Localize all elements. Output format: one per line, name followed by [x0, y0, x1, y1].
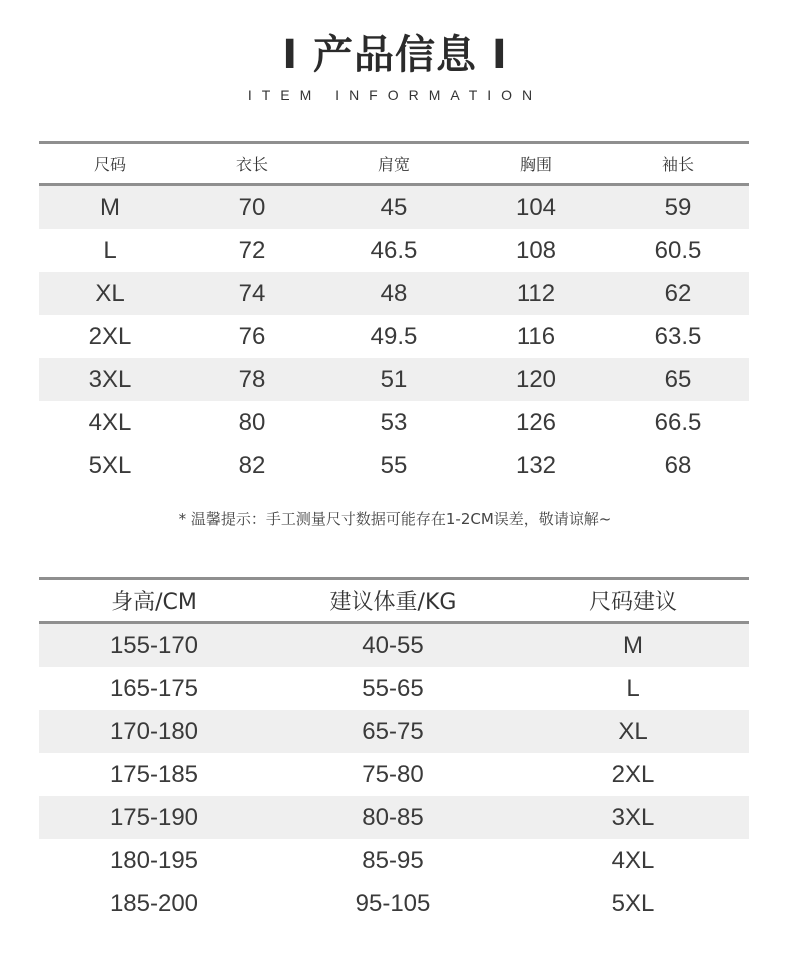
table-cell: 2XL — [611, 760, 655, 788]
page-subtitle: ITEM INFORMATION — [247, 87, 543, 103]
table-cell: 80 — [238, 408, 266, 436]
column-header-shoulder: 肩宽 — [377, 155, 410, 174]
table-cell: 95-105 — [355, 889, 431, 917]
column-header-height: 身高/CM — [111, 590, 197, 615]
table-cell: 60.5 — [654, 236, 702, 264]
table-cell: 85-95 — [362, 846, 424, 874]
table-cell: 65 — [664, 365, 692, 393]
column-header-size: 尺码 — [93, 155, 126, 174]
table-cell: 5XL — [611, 889, 655, 917]
table-cell: 40-55 — [362, 631, 424, 659]
table-cell: 45 — [380, 193, 408, 221]
table-cell: M — [100, 193, 120, 221]
table-cell: 126 — [515, 408, 557, 436]
table-cell: L — [103, 236, 117, 264]
table-cell: 104 — [515, 193, 557, 221]
table-row — [39, 667, 749, 710]
table-row — [39, 358, 749, 401]
table-cell: 175-185 — [109, 760, 199, 788]
table-row — [39, 272, 749, 315]
table-row — [39, 315, 749, 358]
table-cell: 165-175 — [109, 674, 199, 702]
table-cell: 185-200 — [109, 889, 199, 917]
table-cell: 49.5 — [370, 322, 418, 350]
table-cell: M — [623, 631, 643, 659]
page-title: I 产品信息 I — [282, 32, 508, 78]
table-row — [39, 229, 749, 272]
table-cell: 62 — [664, 279, 692, 307]
table-cell: 70 — [238, 193, 266, 221]
table-cell: L — [626, 674, 640, 702]
table-cell: 63.5 — [654, 322, 702, 350]
column-header-chest: 胸围 — [519, 155, 552, 174]
measurement-note: * 温馨提示：手工测量尺寸数据可能存在1-2CM误差，敬请谅解~ — [178, 510, 612, 528]
table-cell: 112 — [516, 279, 556, 307]
table-cell: 5XL — [88, 451, 132, 479]
size-recommendation-table — [39, 577, 749, 925]
table-cell: 80-85 — [362, 803, 424, 831]
table-cell: 68 — [664, 451, 692, 479]
table-cell: 51 — [380, 365, 408, 393]
table-cell: 76 — [238, 322, 266, 350]
table-cell: 4XL — [611, 846, 655, 874]
table-cell: 75-80 — [362, 760, 424, 788]
table-cell: 82 — [238, 451, 266, 479]
table-cell: 55 — [380, 451, 408, 479]
table-row — [39, 444, 749, 487]
table-row — [39, 186, 749, 229]
recommendation-table-header — [39, 577, 749, 624]
table-cell: 116 — [516, 322, 556, 350]
table-cell: 74 — [238, 279, 266, 307]
column-header-recommended-size: 尺码建议 — [588, 590, 677, 615]
table-cell: 78 — [238, 365, 266, 393]
table-row — [39, 796, 749, 839]
column-header-weight: 建议体重/KG — [329, 590, 457, 615]
table-cell: 175-190 — [109, 803, 199, 831]
table-cell: 65-75 — [362, 717, 424, 745]
table-cell: 4XL — [88, 408, 132, 436]
table-cell: XL — [95, 279, 125, 307]
size-table — [39, 141, 749, 487]
table-row — [39, 839, 749, 882]
table-cell: 3XL — [88, 365, 132, 393]
table-row — [39, 401, 749, 444]
table-cell: 3XL — [611, 803, 655, 831]
table-cell: 59 — [664, 193, 692, 221]
table-cell: 48 — [380, 279, 408, 307]
table-cell: 2XL — [88, 322, 132, 350]
table-cell: 66.5 — [654, 408, 702, 436]
table-cell: 72 — [238, 236, 266, 264]
table-row — [39, 624, 749, 667]
table-row — [39, 753, 749, 796]
table-cell: XL — [618, 717, 648, 745]
table-cell: 108 — [515, 236, 557, 264]
table-cell: 180-195 — [109, 846, 199, 874]
table-cell: 132 — [515, 451, 557, 479]
table-row — [39, 710, 749, 753]
column-header-sleeve: 袖长 — [661, 155, 694, 174]
table-cell: 46.5 — [370, 236, 418, 264]
table-cell: 53 — [380, 408, 408, 436]
table-cell: 170-180 — [109, 717, 199, 745]
column-header-length: 衣长 — [235, 155, 268, 174]
table-row — [39, 882, 749, 925]
table-cell: 55-65 — [362, 674, 424, 702]
table-cell: 155-170 — [109, 631, 199, 659]
table-cell: 120 — [515, 365, 557, 393]
size-table-header — [39, 141, 749, 186]
